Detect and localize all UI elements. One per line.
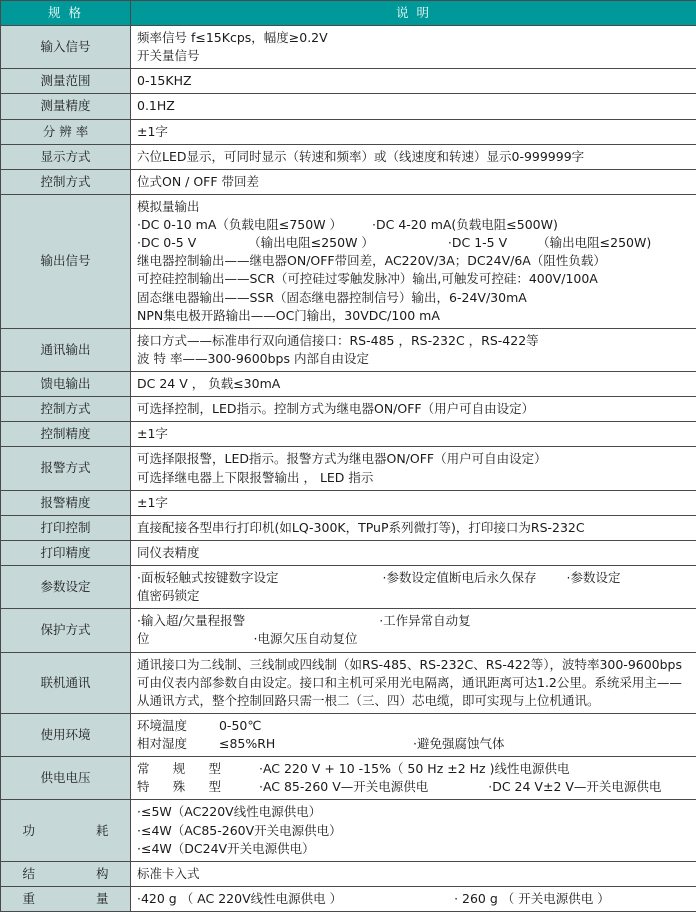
table-row: [1, 372, 696, 397]
row-desc-structure: [131, 861, 696, 886]
desc-segment: ·工作异常自动复: [379, 612, 470, 630]
row-desc-protection-mode: [131, 609, 696, 652]
row-desc-operating-environment: [131, 713, 696, 756]
desc-line-pair: [137, 234, 692, 252]
desc-line: 频率信号 f≤15Kcps，幅度≥0.2V: [137, 29, 692, 47]
desc-line: 固态继电器输出——SSR（固态继电器控制信号）输出，6-24V/30mA: [137, 289, 692, 307]
table-row: [1, 194, 696, 328]
row-label-communication-output: 通讯输出: [1, 328, 131, 371]
table-row: [1, 447, 696, 490]
row-desc-control-mode-basic: [131, 169, 696, 194]
row-label-control-mode: 控制方式: [1, 397, 131, 422]
desc-segment: ·DC 0-5 V: [137, 234, 196, 252]
row-label-print-control: 打印控制: [1, 515, 131, 540]
row-label-operating-environment: 使用环境: [1, 713, 131, 756]
table-row: [1, 144, 696, 169]
desc-segment: ·参数设定: [566, 569, 620, 587]
table-row: [1, 609, 696, 652]
desc-line: DC 24 V ， 负载≤30mA: [137, 375, 692, 393]
row-desc-power-consumption: [131, 800, 696, 861]
row-desc-input-signal: [131, 26, 696, 69]
desc-segment: ·电源欠压自动复位: [254, 630, 358, 648]
desc-line: 可控硅控制输出——SCR（可控硅过零触发脉冲）输出,可触发可控硅：400V/100A: [137, 270, 692, 288]
spacer: [150, 630, 254, 648]
row-label-feed-output: 馈电输出: [1, 372, 131, 397]
desc-line: 六位LED显示，可同时显示（转速和频率）或（线速度和转速）显示0-999999字: [137, 148, 692, 166]
desc-line: 波 特 率——300-9600bps 内部自由设定: [137, 350, 692, 368]
row-desc-print-accuracy: [131, 540, 696, 565]
desc-line: ·≤5W（AC220V线性电源供电）: [137, 803, 692, 821]
env-key-humidity: 相对湿度: [137, 735, 215, 753]
desc-line-pair: [137, 630, 692, 648]
table-row: [1, 119, 696, 144]
desc-line: 0-15KHZ: [137, 72, 692, 90]
table-row: [1, 886, 696, 911]
table-row: [1, 328, 696, 371]
desc-line: NPN集电极开路输出——OC门输出，30VDC/100 mA: [137, 307, 692, 325]
desc-line-pair: [137, 760, 692, 778]
row-desc-alarm-mode: [131, 447, 696, 490]
desc-line: 继电器控制输出——继电器ON/OFF带回差，AC220V/3A；DC24V/6A（阻性负载）: [137, 252, 692, 270]
desc-line: 接口方式——标准串行双向通信接口：RS-485 ，RS-232C ，RS-422等: [137, 332, 692, 350]
supply-type-standard: 常 规 型: [137, 760, 221, 778]
row-label-protection-mode: 保护方式: [1, 609, 131, 652]
table-row: [1, 397, 696, 422]
desc-line-pair: [137, 216, 692, 234]
row-label-text: 功 耗: [23, 822, 109, 840]
env-key-temperature: 环境温度: [137, 717, 215, 735]
desc-line-pair: [137, 735, 692, 753]
desc-line: 同仪表精度: [137, 544, 692, 562]
desc-line: 位式ON / OFF 带回差: [137, 173, 692, 191]
spacer: [196, 234, 248, 252]
desc-segment: ·参数设定值断电后永久保存: [382, 569, 536, 587]
row-desc-display-mode: [131, 144, 696, 169]
spacer: [278, 569, 382, 587]
row-desc-control-mode: [131, 397, 696, 422]
table-row: [1, 515, 696, 540]
desc-line: ±1字: [137, 425, 692, 443]
desc-segment: ·输入超/欠量程报警: [137, 612, 245, 630]
row-label-text: 结 构: [23, 865, 109, 883]
table-row: [1, 26, 696, 69]
row-label-control-mode-basic: 控制方式: [1, 169, 131, 194]
desc-segment: 位: [137, 630, 150, 648]
row-desc-networked-communication: [131, 652, 696, 713]
table-row: [1, 800, 696, 861]
spacer: [349, 612, 379, 630]
desc-segment: （输出电阻≤250W): [537, 234, 651, 252]
spacer: [245, 612, 349, 630]
row-label-control-accuracy: 控制精度: [1, 422, 131, 447]
desc-segment: （输出电阻≤250W ）: [248, 234, 374, 252]
row-desc-print-control: [131, 515, 696, 540]
row-label-measuring-range: 测量范围: [1, 69, 131, 94]
row-label-output-signal: 输出信号: [1, 194, 131, 328]
row-label-structure: [1, 861, 131, 886]
supply-type-special: 特 殊 型: [137, 778, 221, 796]
row-label-alarm-mode: 报警方式: [1, 447, 131, 490]
desc-line: 可选择限报警，LED指示。报警方式为继电器ON/OFF（用户可自由设定）: [137, 450, 692, 468]
env-value-humidity: ≤85%RH: [219, 735, 409, 753]
row-label-display-mode: 显示方式: [1, 144, 131, 169]
desc-line: 直接配接各型串行打印机(如LQ-300K，TPuP系列微打等)，打印接口为RS-232C: [137, 519, 692, 537]
desc-line: 0.1HZ: [137, 97, 692, 115]
row-desc-communication-output: [131, 328, 696, 371]
row-label-power-consumption: [1, 800, 131, 861]
row-desc-feed-output: [131, 372, 696, 397]
desc-line: ·≤4W（DC24V开关电源供电）: [137, 840, 692, 858]
desc-line-pair: [137, 569, 692, 587]
spacer: [536, 569, 566, 587]
desc-line: 可选择继电器上下限报警输出 ， LED 指示: [137, 469, 692, 487]
spacer: [342, 216, 372, 234]
header-spec-label: 规 格: [1, 1, 131, 26]
desc-line: ·≤4W（AC85-260V开关电源供电）: [137, 822, 692, 840]
row-label-networked-communication: 联机通讯: [1, 652, 131, 713]
table-row: [1, 652, 696, 713]
row-label-measuring-accuracy: 测量精度: [1, 94, 131, 119]
row-label-text: 重 量: [23, 890, 109, 908]
row-desc-output-signal: [131, 194, 696, 328]
table-row: [1, 169, 696, 194]
table-row: [1, 69, 696, 94]
desc-line: 开关量信号: [137, 47, 692, 65]
desc-paragraph: 通讯接口为二线制、三线制或四线制（如RS-485、RS-232C、RS-422等），波特率300-9600bps可由仪表内部参数自由设定。接口和主机可采用光电隔离，通讯距离可达1.2公里。系统采用主——从通讯方式，整个控制回路只需一根二（三、四）芯电缆，即可实现与上位机通讯。: [137, 656, 692, 710]
row-label-supply-voltage: 供电电压: [1, 757, 131, 800]
row-desc-weight: [131, 886, 696, 911]
table-header-row: [1, 1, 696, 26]
row-desc-measuring-accuracy: [131, 94, 696, 119]
desc-segment: ·面板轻触式按键数字设定: [137, 569, 278, 587]
desc-line: 值密码锁定: [137, 587, 692, 605]
env-value-temperature: 0-50℃: [219, 717, 409, 735]
desc-line-pair: [137, 778, 692, 796]
table-row: [1, 861, 696, 886]
row-label-resolution: 分 辨 率: [1, 119, 131, 144]
supply-spec-special-ac: ·AC 85-260 V—开关电源供电: [259, 779, 428, 794]
table-row: [1, 94, 696, 119]
desc-segment: ·DC 4-20 mA(负载电阻≤500W): [372, 216, 558, 234]
desc-line-pair: [137, 717, 692, 735]
row-label-print-accuracy: 打印精度: [1, 540, 131, 565]
weight-linear-supply: ·420 g （ AC 220V线性电源供电 ）: [137, 891, 342, 906]
row-label-parameter-setting: 参数设定: [1, 566, 131, 609]
table-row: [1, 757, 696, 800]
spacer: [507, 234, 537, 252]
desc-line: ±1字: [137, 494, 692, 512]
desc-line-pair: [137, 612, 692, 630]
table-row: [1, 490, 696, 515]
row-desc-measuring-range: [131, 69, 696, 94]
desc-segment: ·DC 0-10 mA（负载电阻≤750W ）: [137, 216, 342, 234]
header-description-label: 说 明: [131, 1, 696, 26]
desc-line: 可选择控制，LED指示。控制方式为继电器ON/OFF（用户可自由设定）: [137, 400, 692, 418]
row-label-input-signal: 输入信号: [1, 26, 131, 69]
desc-segment: ·DC 1-5 V: [448, 234, 507, 252]
table-row: [1, 540, 696, 565]
supply-spec-special-dc: ·DC 24 V±2 V—开关电源供电: [488, 779, 661, 794]
supply-spec-standard: ·AC 220 V + 10 -15%（ 50 Hz ±2 Hz )线性电源供电: [259, 761, 569, 776]
row-desc-control-accuracy: [131, 422, 696, 447]
desc-line: 模拟量输出: [137, 198, 692, 216]
spacer: [374, 234, 448, 252]
row-desc-alarm-accuracy: [131, 490, 696, 515]
table-row: [1, 566, 696, 609]
row-desc-resolution: [131, 119, 696, 144]
table-row: [1, 422, 696, 447]
desc-line: 标准卡入式: [137, 865, 692, 883]
row-label-weight: [1, 886, 131, 911]
row-desc-supply-voltage: [131, 757, 696, 800]
weight-switching-supply: · 260 g （ 开关电源供电 ）: [454, 891, 610, 906]
table-row: [1, 713, 696, 756]
row-desc-parameter-setting: [131, 566, 696, 609]
desc-line: ±1字: [137, 123, 692, 141]
desc-line-pair: [137, 890, 692, 908]
env-note-corrosive-gas: ·避免强腐蚀气体: [413, 736, 504, 751]
row-label-alarm-accuracy: 报警精度: [1, 490, 131, 515]
